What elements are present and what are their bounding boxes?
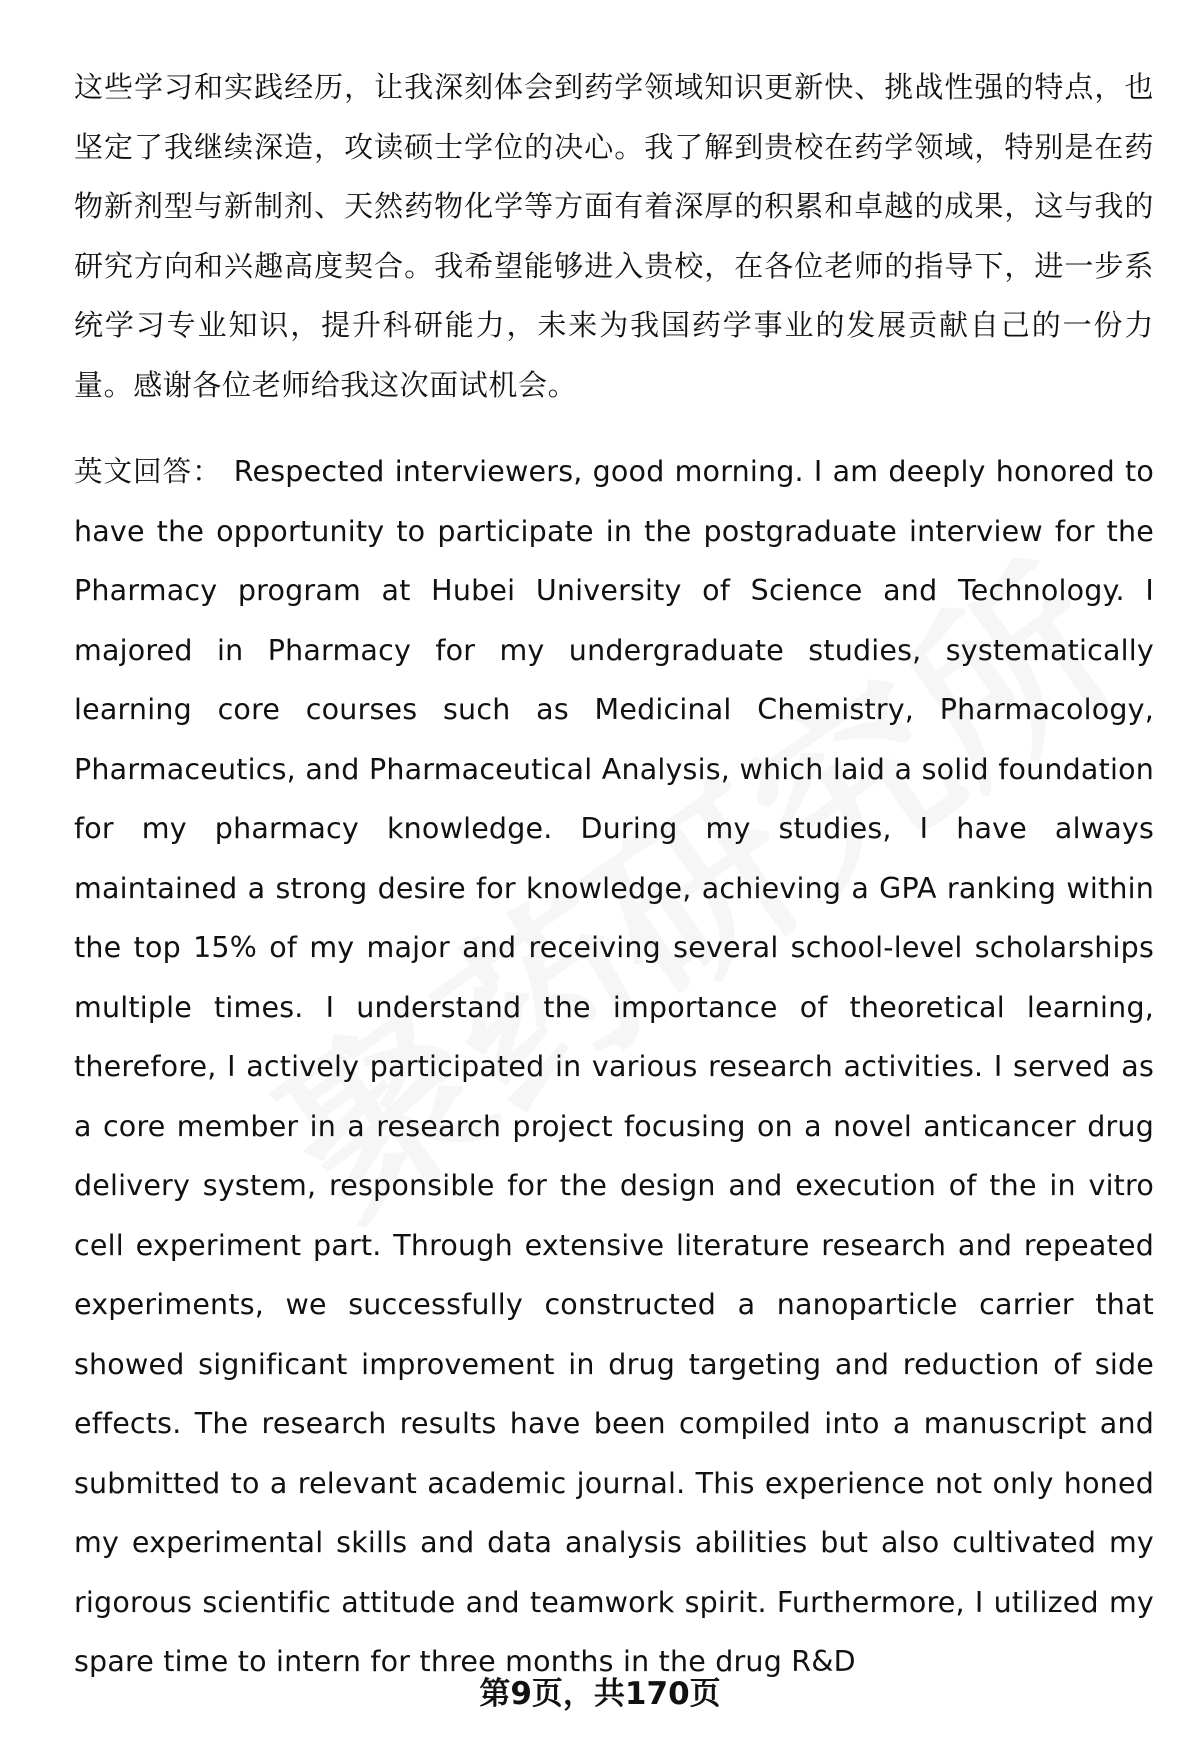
- english-answer-label: 英文回答：: [74, 455, 222, 488]
- english-answer-paragraph: [74, 442, 1154, 1692]
- document-body: [74, 58, 1154, 1692]
- chinese-paragraph: 这些学习和实践经历，让我深刻体会到药学领域知识更新快、挑战性强的特点，也坚定了我继续深造，攻读硕士学位的决心。我了解到贵校在药学领域，特别是在药物新剂型与新制剂、天然药物化学等方面有着深厚的积累和卓越的成果，这与我的研究方向和兴趣高度契合。我希望能够进入贵校，在各位老师的指导下，进一步系统学习专业知识，提升科研能力，未来为我国药学事业的发展贡献自己的一份力量。感谢各位老师给我这次面试机会。: [74, 70, 1154, 402]
- page-number-footer: 第9页，共170页: [479, 1676, 721, 1712]
- english-answer-text: Respected interviewers, good morning. I am deeply honored to have the opportunity to participate in the postgraduate interview for the Pharmacy program at Hubei University of Science and Technology. I majored in Pharmacy for my undergraduate studies, systematically learning core courses such as Medicinal Chemistry, Pharmacology, Pharmaceutics, and Pharmaceutical Analysis, which laid a solid foundation for my pharmacy knowledge. During my studies, I have always maintained a strong desire for knowledge, achieving a GPA ranking within the top 15% of my major and receiving several school-level scholarships multiple times. I understand the importance of theoretical learning, therefore, I actively participated in various research activities. I served as a core member in a research project focusing on a novel anticancer drug delivery system, responsible for the design and execution of the in vitro cell experiment part. Through extensive literature research and repeated experiments, we successfully constructed a nanoparticle carrier that showed significant improvement in drug targeting and reduction of side effects. The research results have been compiled into a manuscript and submitted to a relevant academic journal. This experience not only honed my experimental skills and data analysis abilities but also cultivated my rigorous scientific attitude and teamwork spirit. Furthermore, I utilized my spare time to intern for three months in the drug R&D: [74, 455, 1154, 1678]
